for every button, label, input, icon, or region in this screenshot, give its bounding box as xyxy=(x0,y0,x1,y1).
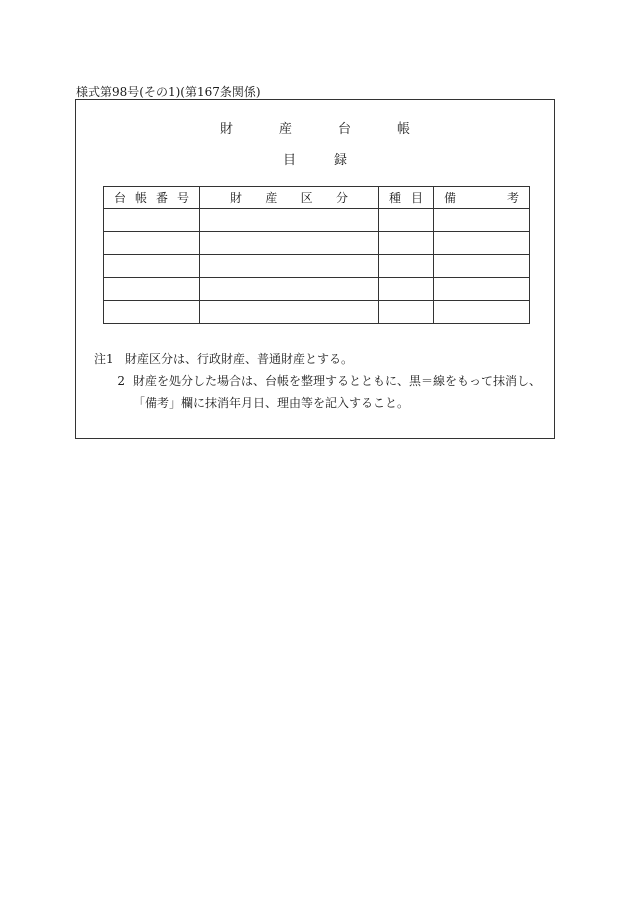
note-number: 2 xyxy=(117,374,125,388)
table-cell[interactable] xyxy=(379,232,434,255)
note-item xyxy=(94,370,546,414)
table-cell[interactable] xyxy=(200,278,379,301)
table-cell[interactable] xyxy=(379,278,434,301)
header-char: 目 xyxy=(410,191,423,205)
table-cell[interactable] xyxy=(379,301,434,324)
note-text: 財産区分は、行政財産、普通財産とする。 xyxy=(125,352,354,366)
table-row xyxy=(104,278,530,301)
table-cell[interactable] xyxy=(379,255,434,278)
header-ledger-number xyxy=(104,187,200,209)
ledger-title xyxy=(76,118,554,137)
table-cell[interactable] xyxy=(434,255,530,278)
header-char: 番 xyxy=(155,191,168,205)
header-char: 帳 xyxy=(134,191,147,205)
title-char: 産 xyxy=(278,122,292,137)
header-char: 種 xyxy=(389,191,402,205)
table-cell[interactable] xyxy=(104,301,200,324)
table-cell[interactable] xyxy=(434,278,530,301)
subtitle-char: 録 xyxy=(334,153,348,168)
header-char: 号 xyxy=(176,191,189,205)
register-table xyxy=(103,186,530,324)
subtitle-char: 目 xyxy=(282,153,296,168)
header-char: 産 xyxy=(265,191,278,205)
table-cell[interactable] xyxy=(104,255,200,278)
table-cell[interactable] xyxy=(200,301,379,324)
header-type xyxy=(379,187,434,209)
header-char: 備 xyxy=(444,191,457,205)
note-text: 財産を処分した場合は、台帳を整理するとともに、黒＝線をもって抹消し、「備考」欄に抹消年月日、理由等を記入すること。 xyxy=(133,374,542,410)
title-char: 台 xyxy=(338,122,352,137)
table-row xyxy=(104,232,530,255)
table-cell[interactable] xyxy=(200,255,379,278)
header-char: 財 xyxy=(230,191,243,205)
table-cell[interactable] xyxy=(104,278,200,301)
table-cell[interactable] xyxy=(104,232,200,255)
form-number-label: 様式第98号(その1)(第167条関係) xyxy=(76,85,261,99)
index-title xyxy=(76,149,554,168)
table-cell[interactable] xyxy=(200,209,379,232)
notes-section xyxy=(94,348,546,414)
table-cell[interactable] xyxy=(379,209,434,232)
table-cell[interactable] xyxy=(434,232,530,255)
title-char: 帳 xyxy=(397,122,411,137)
form-frame xyxy=(75,99,555,439)
header-remarks xyxy=(434,187,530,209)
header-char: 区 xyxy=(300,191,313,205)
note-item xyxy=(94,348,546,370)
title-char: 財 xyxy=(219,122,233,137)
table-cell[interactable] xyxy=(104,209,200,232)
note-number: 注1 xyxy=(94,352,114,366)
table-row xyxy=(104,209,530,232)
header-char: 台 xyxy=(114,191,127,205)
header-property-category xyxy=(200,187,379,209)
table-cell[interactable] xyxy=(200,232,379,255)
table-row xyxy=(104,301,530,324)
table-header-row xyxy=(104,187,530,209)
table-row xyxy=(104,255,530,278)
table-cell[interactable] xyxy=(434,209,530,232)
header-char: 分 xyxy=(335,191,348,205)
table-cell[interactable] xyxy=(434,301,530,324)
header-char: 考 xyxy=(506,191,519,205)
